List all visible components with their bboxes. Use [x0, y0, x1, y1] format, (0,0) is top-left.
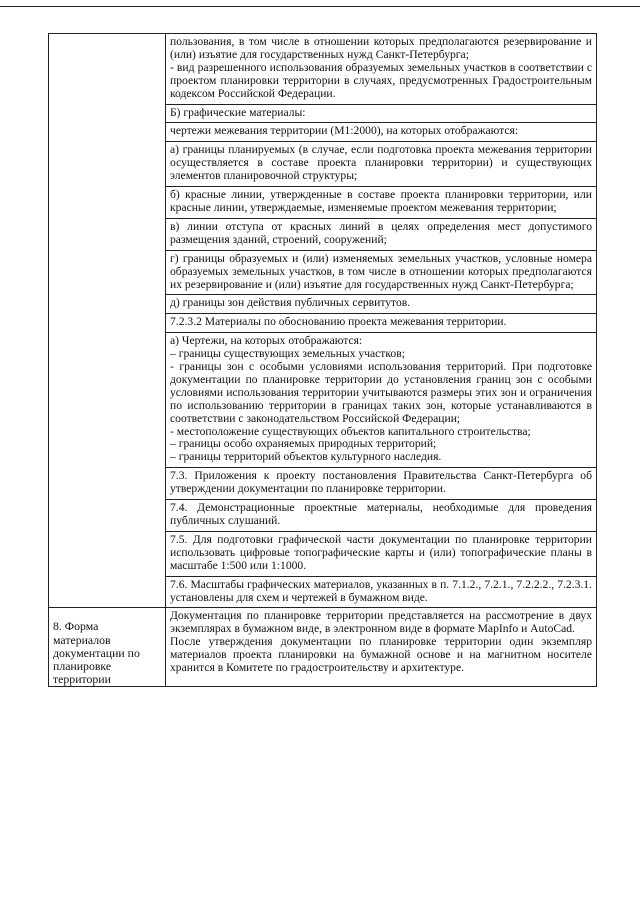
paragraph — [166, 251, 596, 296]
text-line: 8. Форма — [53, 619, 99, 634]
text-line: - вид разрешенного использования образуемых земельных участков в соответствии с проектом планировки территории в случаях, предусмотренных Градостроительным кодексом Российской Федерации. — [170, 60, 592, 100]
paragraph — [166, 608, 596, 678]
row-label-cell-empty — [49, 34, 166, 608]
paragraph — [166, 142, 596, 187]
text-line: Б) графические материалы: — [170, 105, 306, 119]
text-line: г) границы образуемых и (или) изменяемых земельных участков, условные номера образуемых земельных участков, в том числе в отношении которых предполагаются их резервирование и (или) изъятие для государственных нужд Санкт-Петербурга; — [170, 251, 592, 291]
text-line: – границы территорий объектов культурного наследия. — [170, 450, 442, 464]
text-line: 7.2.3.2 Материалы по обоснованию проекта межевания территории. — [170, 315, 507, 329]
text-line: - границы зон с особыми условиями использования территорий. При подготовке документации по планировке территории до установления границ зон с особыми условиями использования территории учитываются размеры этих зон и ограничения по использованию территории в границах таких зон, которые устанавливаются в соответствии с законодательством Российской Федерации; — [170, 360, 592, 425]
text-line: 7.5. Для подготовки графической части документации по планировке территории использовать цифровые топографические карты и (или) топографические планы в масштабе 1:500 или 1:1000. — [170, 532, 592, 572]
text-line: документации по — [53, 645, 140, 660]
paragraph — [166, 105, 596, 124]
text-line: После утверждения документации по планировке территории один экземпляр материалов проекта планировки на бумажной основе и на магнитном носителе хранится в Комитете по градостроительству и архитектуре. — [170, 635, 592, 675]
paragraph — [166, 219, 596, 251]
text-line: 7.4. Демонстрационные проектные материалы, необходимые для проведения публичных слушаний. — [170, 501, 592, 527]
text-line: территории — [53, 672, 111, 687]
paragraph — [166, 123, 596, 142]
text-line: в) линии отступа от красных линий в целях определения мест допустимого размещения зданий, строений, сооружений; — [170, 219, 592, 246]
text-line: Документация по планировке территории представляется на рассмотрение в двух экземплярах в бумажном виде, в электронном виде в формате MapInfo и AutoCad. — [170, 609, 592, 636]
text-line: 7.3. Приложения к проекту постановления Правительства Санкт-Петербурга об утверждении документации по планировке территории. — [170, 469, 592, 496]
paragraph — [166, 314, 596, 333]
paragraph — [166, 577, 596, 608]
row-content-cell — [166, 608, 597, 687]
paragraph — [166, 34, 596, 105]
text-line: - местоположение существующих объектов капитального строительства; — [170, 424, 531, 438]
page-top-rule — [0, 6, 640, 7]
document-table — [48, 33, 597, 687]
text-line: планировке — [53, 659, 112, 674]
row-label-cell — [49, 608, 166, 687]
paragraph — [166, 500, 596, 532]
text-line: материалов — [53, 632, 111, 647]
text-line: б) красные линии, утвержденные в составе проекта планировки территории, или красные линии, утверждаемые, изменяемые проектом межевания территории; — [170, 188, 592, 214]
text-line: д) границы зон действия публичных сервитутов. — [170, 296, 411, 310]
paragraph — [166, 468, 596, 500]
text-line: 7.6. Масштабы графических материалов, указанных в п. 7.1.2., 7.2.1., 7.2.2.2., 7.2.3.1. установлены для схем и чертежей в бумажном виде. — [170, 577, 592, 604]
paragraph — [166, 333, 596, 468]
text-line: чертежи межевания территории (М1:2000), на которых отображаются: — [170, 124, 519, 138]
table-row — [49, 34, 597, 608]
text-line: а) границы планируемых (в случае, если подготовка проекта межевания территории осуществляется в составе проекта планировки территории) и существующих элементов планировочной структуры; — [170, 143, 592, 183]
paragraph — [166, 187, 596, 219]
table-row — [49, 608, 597, 687]
paragraph — [166, 532, 596, 577]
row-content-cell — [166, 34, 597, 608]
text-line: – границы существующих земельных участков; — [170, 347, 405, 361]
text-line: – границы особо охраняемых природных территорий; — [170, 437, 437, 451]
text-line: пользования, в том числе в отношении которых предполагаются резервирование и (или) изъятие для государственных нужд Санкт-Петербурга; — [170, 35, 592, 61]
paragraph — [166, 295, 596, 314]
text-line: а) Чертежи, на которых отображаются: — [170, 334, 363, 348]
row-label — [49, 608, 165, 686]
